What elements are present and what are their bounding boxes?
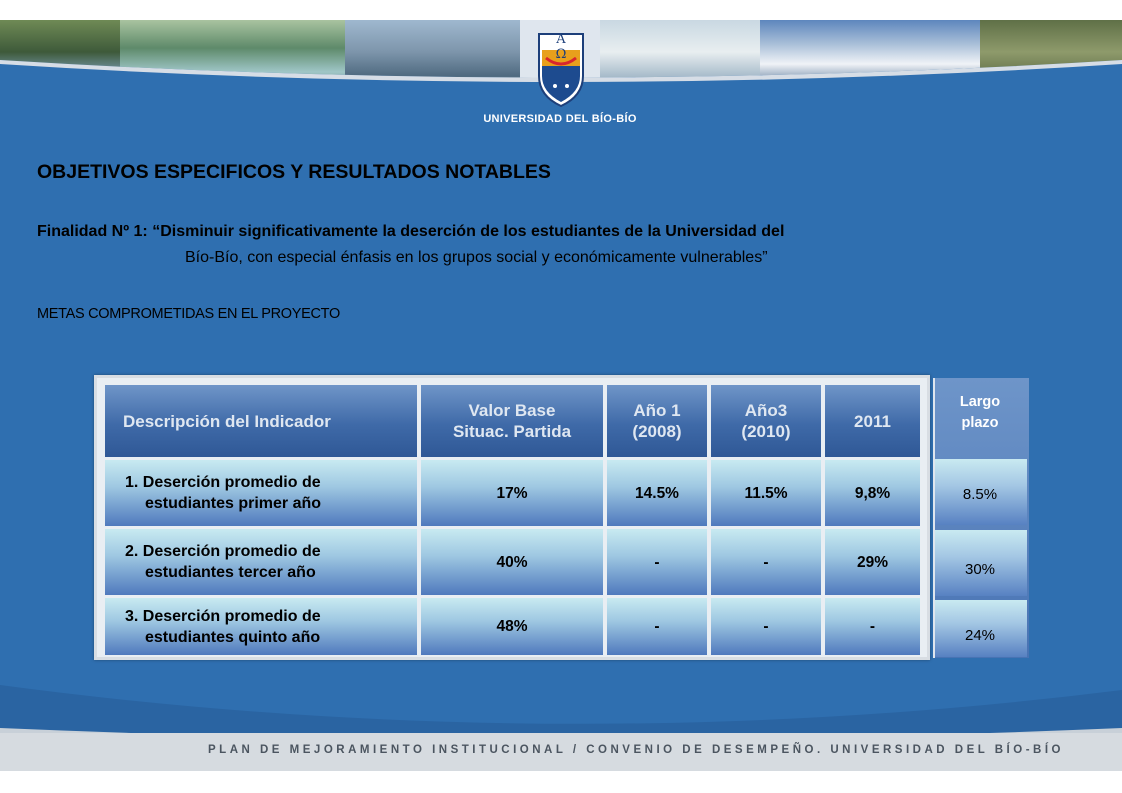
row-2-desc-line2: estudiantes tercer año — [145, 564, 316, 581]
header-largo-plazo — [933, 392, 1027, 434]
page-title: OBJETIVOS ESPECIFICOS Y RESULTADOS NOTABLES — [37, 161, 551, 183]
row-2-descripcion — [105, 529, 417, 595]
indicator-table — [94, 375, 930, 660]
header-ano3-line1: Año3 — [744, 401, 788, 420]
header-2011: 2011 — [825, 385, 920, 457]
row-2-largo: 30% — [964, 561, 996, 578]
row-3-base: 48% — [421, 598, 603, 655]
row-3-desc-line2: estudiantes quinto año — [145, 628, 321, 646]
university-name: UNIVERSIDAD DEL BÍO-BÍO — [483, 113, 637, 125]
footer-text: PLAN DE MEJORAMIENTO INSTITUCIONAL / CONVENIO DE DESEMPEÑO. UNIVERSIDAD DEL BÍO-BÍO — [208, 744, 1064, 756]
header-largo-line1: Largo — [959, 394, 1001, 410]
row-1-ano1: 14.5% — [607, 460, 707, 526]
row-3-largo: 24% — [964, 627, 996, 644]
row-3-desc-line1: 3. Deserción promedio de — [125, 607, 321, 625]
row-2-desc-line1: 2. Deserción promedio de — [125, 543, 321, 560]
table-row — [105, 529, 920, 595]
row-2-ano3: - — [711, 529, 821, 595]
header-largo-line2: plazo — [961, 415, 999, 431]
header-ano1-line1: Año 1 — [633, 401, 681, 420]
row-2-ano1: - — [607, 529, 707, 595]
crest-letters: A Ω — [555, 32, 569, 62]
row-2-2011: 29% — [825, 529, 920, 595]
row-1-ano3: 11.5% — [711, 460, 821, 526]
row-3-descripcion — [105, 598, 417, 655]
row-1-2011: 9,8% — [825, 460, 920, 526]
row-3-ano1: - — [607, 598, 707, 655]
row-2-base: 40% — [421, 529, 603, 595]
finalidad-line-1: Finalidad Nº 1: “Disminuir significativamente la deserción de los estudiantes de la Universidad del — [37, 223, 785, 240]
metas-heading: METAS COMPROMETIDAS EN EL PROYECTO — [37, 306, 340, 322]
finalidad-line-2: Bío-Bío, con especial énfasis en los grupos social y económicamente vulnerables” — [185, 249, 768, 266]
header-ano3-line2: (2010) — [741, 422, 791, 441]
row-1-largo: 8.5% — [962, 486, 998, 503]
header-descripcion: Descripción del Indicador — [105, 385, 417, 457]
header-valor-base-line2: Situac. Partida — [452, 422, 572, 441]
row-3-ano3: - — [711, 598, 821, 655]
row-1-desc-line1: 1. Deserción promedio de — [125, 474, 321, 491]
header-ano3 — [711, 385, 821, 457]
table-header-row — [105, 385, 920, 457]
row-1-descripcion — [105, 460, 417, 526]
row-1-desc-line2: estudiantes primer año — [145, 495, 322, 512]
header-ano1 — [607, 385, 707, 457]
row-3-2011: - — [825, 598, 920, 655]
row-1-base: 17% — [421, 460, 603, 526]
table-row — [105, 460, 920, 526]
header-ano1-line2: (2008) — [632, 422, 682, 441]
table-row — [105, 598, 920, 655]
header-valor-base-line1: Valor Base — [468, 401, 556, 420]
header-valor-base — [421, 385, 603, 457]
